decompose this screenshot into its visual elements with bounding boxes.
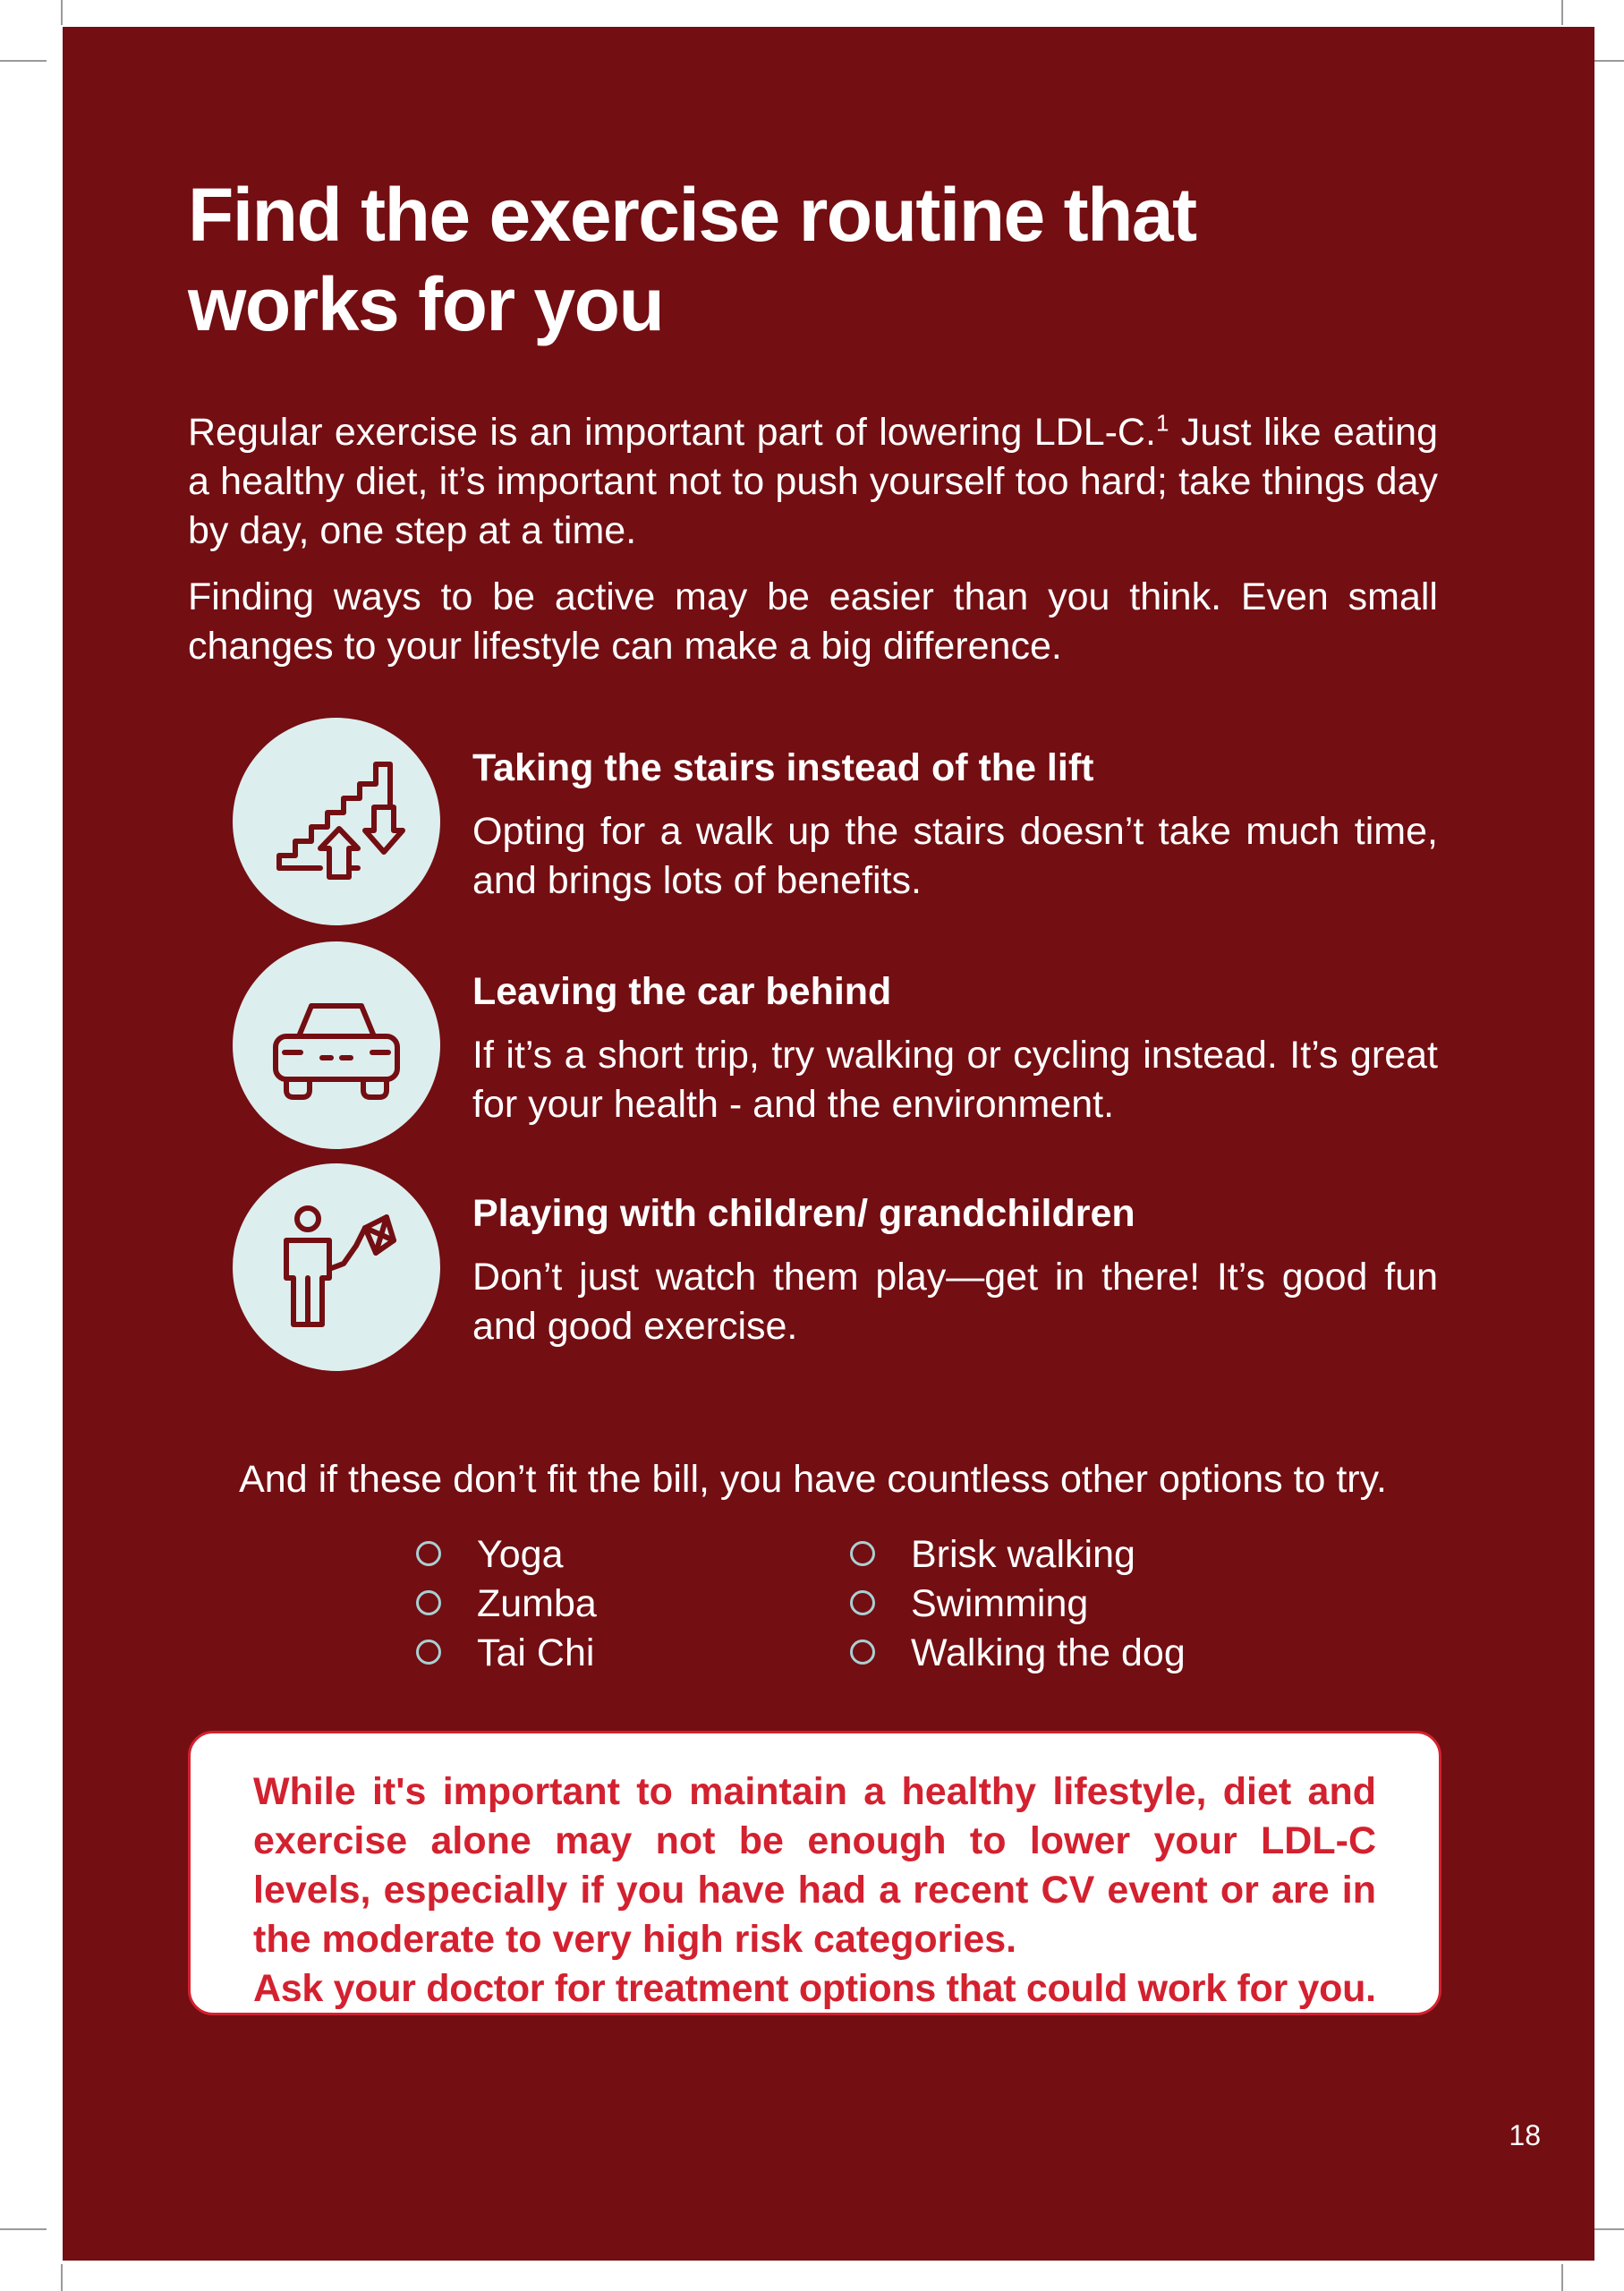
car-icon	[233, 941, 440, 1149]
list-item	[850, 1629, 1186, 1678]
option-label: Brisk walking	[911, 1533, 1135, 1576]
crop-mark	[0, 60, 47, 62]
circle-bullet-icon	[416, 1639, 441, 1665]
tip-stairs	[233, 718, 1441, 925]
page-number: 18	[1509, 2119, 1541, 2151]
tip-car	[233, 941, 1441, 1149]
icon-circle	[233, 718, 440, 925]
notice-box	[188, 1731, 1441, 2015]
page-title: Find the exercise routine that works for you	[188, 173, 1196, 346]
tip-heading: Taking the stairs instead of the lift	[472, 746, 1094, 789]
circle-bullet-icon	[850, 1590, 875, 1615]
option-label: Yoga	[477, 1533, 564, 1576]
notice-call-to-action: Ask your doctor for treatment options that could work for you.	[253, 1967, 1376, 2010]
list-item	[416, 1629, 597, 1678]
option-label: Tai Chi	[477, 1631, 595, 1674]
crop-mark	[1561, 2264, 1563, 2291]
tip-body: Opting for a walk up the stairs doesn’t take much time, and brings lots of benefits.	[472, 810, 1438, 902]
page	[63, 27, 1594, 2261]
option-label: Swimming	[911, 1582, 1089, 1625]
stairs-icon	[233, 718, 440, 925]
list-item	[416, 1530, 597, 1580]
intro-text-rest: Just like eating a healthy diet, it’s important not to push yourself too hard; take things day by day, one step at a time.	[188, 411, 1438, 552]
tip-body: Don’t just watch them play—get in there! It’s good fun and good exercise.	[472, 1256, 1438, 1348]
crop-mark	[1561, 0, 1563, 25]
notice-text: While it's important to maintain a healthy lifestyle, diet and exercise alone may not be enough to lower your LDL-C levels, especially if you have had a recent CV event or are in the moderate to very high risk categories.	[253, 1770, 1376, 1961]
list-item	[416, 1580, 597, 1629]
option-label: Walking the dog	[911, 1631, 1186, 1674]
tip-heading: Playing with children/ grandchildren	[472, 1192, 1135, 1235]
tip-body: If it’s a short trip, try walking or cycling instead. It’s great for your health - and the environment.	[472, 1034, 1438, 1126]
icon-circle	[233, 1163, 440, 1371]
other-options-text: And if these don’t fit the bill, you have countless other options to try.	[239, 1458, 1387, 1501]
crop-mark	[61, 0, 63, 25]
crop-mark	[61, 2264, 63, 2291]
circle-bullet-icon	[850, 1541, 875, 1566]
crop-mark	[0, 2228, 47, 2230]
circle-bullet-icon	[850, 1639, 875, 1665]
tip-play	[233, 1163, 1441, 1371]
intro-paragraph-1	[188, 408, 1438, 556]
options-list-left	[416, 1530, 597, 1678]
intro-paragraph-2: Finding ways to be active may be easier than you think. Even small changes to your lifestyle can make a big difference.	[188, 575, 1438, 668]
person-kite-icon	[233, 1163, 440, 1371]
option-label: Zumba	[477, 1582, 597, 1625]
reference-marker: 1	[1155, 409, 1169, 437]
list-item	[850, 1580, 1186, 1629]
tip-heading: Leaving the car behind	[472, 970, 892, 1013]
icon-circle	[233, 941, 440, 1149]
intro-text: Regular exercise is an important part of lowering LDL-C.	[188, 411, 1156, 454]
circle-bullet-icon	[416, 1590, 441, 1615]
options-list-right	[850, 1530, 1186, 1678]
circle-bullet-icon	[416, 1541, 441, 1566]
list-item	[850, 1530, 1186, 1580]
